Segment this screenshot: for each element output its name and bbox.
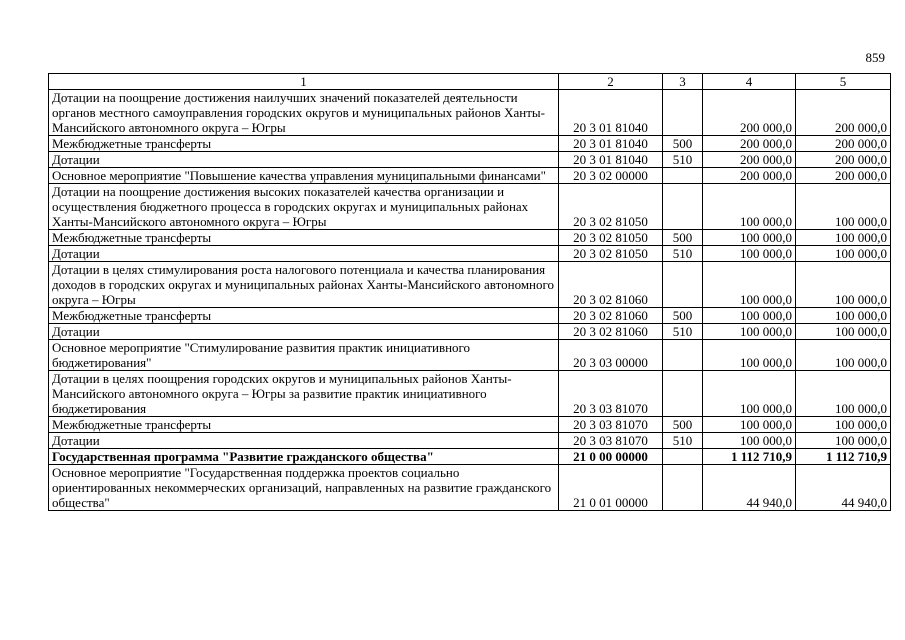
table-row (49, 371, 891, 417)
row-amount-col4-cell: 100 000,0 (703, 246, 796, 262)
row-amount-col5-cell: 100 000,0 (796, 308, 891, 324)
row-amount-col5-cell: 100 000,0 (796, 262, 891, 308)
row-amount-col5-cell: 44 940,0 (796, 465, 891, 511)
row-amount-col4-cell: 200 000,0 (703, 90, 796, 136)
table-row (49, 433, 891, 449)
row-amount-col4-cell: 100 000,0 (703, 230, 796, 246)
table-row (49, 230, 891, 246)
row-code-cell: 20 3 03 81070 (559, 417, 663, 433)
row-code-cell: 20 3 01 81040 (559, 90, 663, 136)
row-name-cell: Межбюджетные трансферты (49, 417, 559, 433)
row-code-cell: 20 3 01 81040 (559, 136, 663, 152)
header-cell-2: 2 (559, 74, 663, 90)
row-amount-col4-cell: 100 000,0 (703, 417, 796, 433)
row-code-cell: 20 3 02 81060 (559, 324, 663, 340)
header-row (49, 74, 891, 90)
row-code-cell: 20 3 03 00000 (559, 340, 663, 371)
row-code-cell: 20 3 03 81070 (559, 371, 663, 417)
row-code-cell: 20 3 02 81050 (559, 246, 663, 262)
table-row (49, 262, 891, 308)
row-amount-col5-cell: 100 000,0 (796, 433, 891, 449)
row-code-cell: 20 3 02 81060 (559, 262, 663, 308)
header-cell-1: 1 (49, 74, 559, 90)
budget-table (48, 73, 891, 511)
row-amount-col4-cell: 100 000,0 (703, 184, 796, 230)
header-cell-5: 5 (796, 74, 891, 90)
row-code-cell: 21 0 01 00000 (559, 465, 663, 511)
row-code-cell: 20 3 02 00000 (559, 168, 663, 184)
row-name-cell: Основное мероприятие "Государственная поддержка проектов социально ориентированных некоммерческих организаций, направленных на развитие гражданского общества" (49, 465, 559, 511)
table-row (49, 340, 891, 371)
row-amount-col5-cell: 1 112 710,9 (796, 449, 891, 465)
row-name-cell: Межбюджетные трансферты (49, 230, 559, 246)
row-name-cell: Дотации в целях поощрения городских округов и муниципальных районов Ханты-Мансийского автономного округа – Югры за развитие практик инициативного бюджетирования (49, 371, 559, 417)
table-row (49, 136, 891, 152)
row-expense-type-cell (663, 168, 703, 184)
row-code-cell: 20 3 02 81050 (559, 184, 663, 230)
row-expense-type-cell: 500 (663, 308, 703, 324)
row-amount-col5-cell: 100 000,0 (796, 184, 891, 230)
header-cell-4: 4 (703, 74, 796, 90)
row-name-cell: Дотации на поощрение достижения наилучших значений показателей деятельности органов местного самоуправления городских округов и муниципальных районов Ханты-Мансийского автономного округа – Югры (49, 90, 559, 136)
row-expense-type-cell (663, 371, 703, 417)
row-expense-type-cell: 500 (663, 136, 703, 152)
table-row (49, 90, 891, 136)
row-expense-type-cell: 510 (663, 324, 703, 340)
row-name-cell: Дотации в целях стимулирования роста налогового потенциала и качества планирования доходов в городских округах и муниципальных районах Ханты-Мансийского автономного округа – Югры (49, 262, 559, 308)
table-row (49, 465, 891, 511)
row-amount-col5-cell: 200 000,0 (796, 136, 891, 152)
row-amount-col5-cell: 100 000,0 (796, 324, 891, 340)
row-amount-col5-cell: 100 000,0 (796, 246, 891, 262)
row-name-cell: Дотации (49, 152, 559, 168)
row-name-cell: Дотации (49, 246, 559, 262)
row-code-cell: 21 0 00 00000 (559, 449, 663, 465)
row-name-cell: Дотации (49, 433, 559, 449)
row-amount-col5-cell: 100 000,0 (796, 340, 891, 371)
row-expense-type-cell: 510 (663, 152, 703, 168)
row-amount-col5-cell: 200 000,0 (796, 90, 891, 136)
row-amount-col5-cell: 100 000,0 (796, 371, 891, 417)
row-amount-col4-cell: 100 000,0 (703, 340, 796, 371)
row-name-cell: Межбюджетные трансферты (49, 136, 559, 152)
row-amount-col4-cell: 1 112 710,9 (703, 449, 796, 465)
row-amount-col4-cell: 100 000,0 (703, 433, 796, 449)
table-row (49, 324, 891, 340)
table-row (49, 184, 891, 230)
row-name-cell: Межбюджетные трансферты (49, 308, 559, 324)
row-expense-type-cell: 500 (663, 230, 703, 246)
table-row (49, 417, 891, 433)
row-amount-col4-cell: 200 000,0 (703, 168, 796, 184)
row-expense-type-cell (663, 262, 703, 308)
row-code-cell: 20 3 03 81070 (559, 433, 663, 449)
row-expense-type-cell (663, 465, 703, 511)
row-amount-col4-cell: 200 000,0 (703, 152, 796, 168)
row-amount-col4-cell: 200 000,0 (703, 136, 796, 152)
table-row (49, 449, 891, 465)
row-amount-col4-cell: 100 000,0 (703, 262, 796, 308)
row-expense-type-cell: 510 (663, 246, 703, 262)
row-code-cell: 20 3 01 81040 (559, 152, 663, 168)
row-expense-type-cell (663, 340, 703, 371)
row-code-cell: 20 3 02 81050 (559, 230, 663, 246)
row-name-cell: Основное мероприятие "Стимулирование развития практик инициативного бюджетирования" (49, 340, 559, 371)
row-expense-type-cell: 500 (663, 417, 703, 433)
row-expense-type-cell (663, 184, 703, 230)
table-row (49, 246, 891, 262)
row-amount-col5-cell: 200 000,0 (796, 152, 891, 168)
page-number: 859 (865, 50, 885, 65)
row-amount-col4-cell: 100 000,0 (703, 324, 796, 340)
row-expense-type-cell: 510 (663, 433, 703, 449)
row-name-cell: Основное мероприятие "Повышение качества управления муниципальными финансами" (49, 168, 559, 184)
row-amount-col5-cell: 100 000,0 (796, 230, 891, 246)
table-row (49, 152, 891, 168)
table-row (49, 308, 891, 324)
row-amount-col4-cell: 44 940,0 (703, 465, 796, 511)
row-name-cell: Дотации на поощрение достижения высоких показателей качества организации и осуществления бюджетного процесса в городских округах и муниципальных районах Ханты-Мансийского автономного округа – Югры (49, 184, 559, 230)
row-name-cell: Государственная программа "Развитие гражданского общества" (49, 449, 559, 465)
row-expense-type-cell (663, 449, 703, 465)
row-code-cell: 20 3 02 81060 (559, 308, 663, 324)
row-expense-type-cell (663, 90, 703, 136)
header-cell-3: 3 (663, 74, 703, 90)
row-name-cell: Дотации (49, 324, 559, 340)
row-amount-col5-cell: 100 000,0 (796, 417, 891, 433)
row-amount-col4-cell: 100 000,0 (703, 371, 796, 417)
row-amount-col5-cell: 200 000,0 (796, 168, 891, 184)
table-row (49, 168, 891, 184)
row-amount-col4-cell: 100 000,0 (703, 308, 796, 324)
